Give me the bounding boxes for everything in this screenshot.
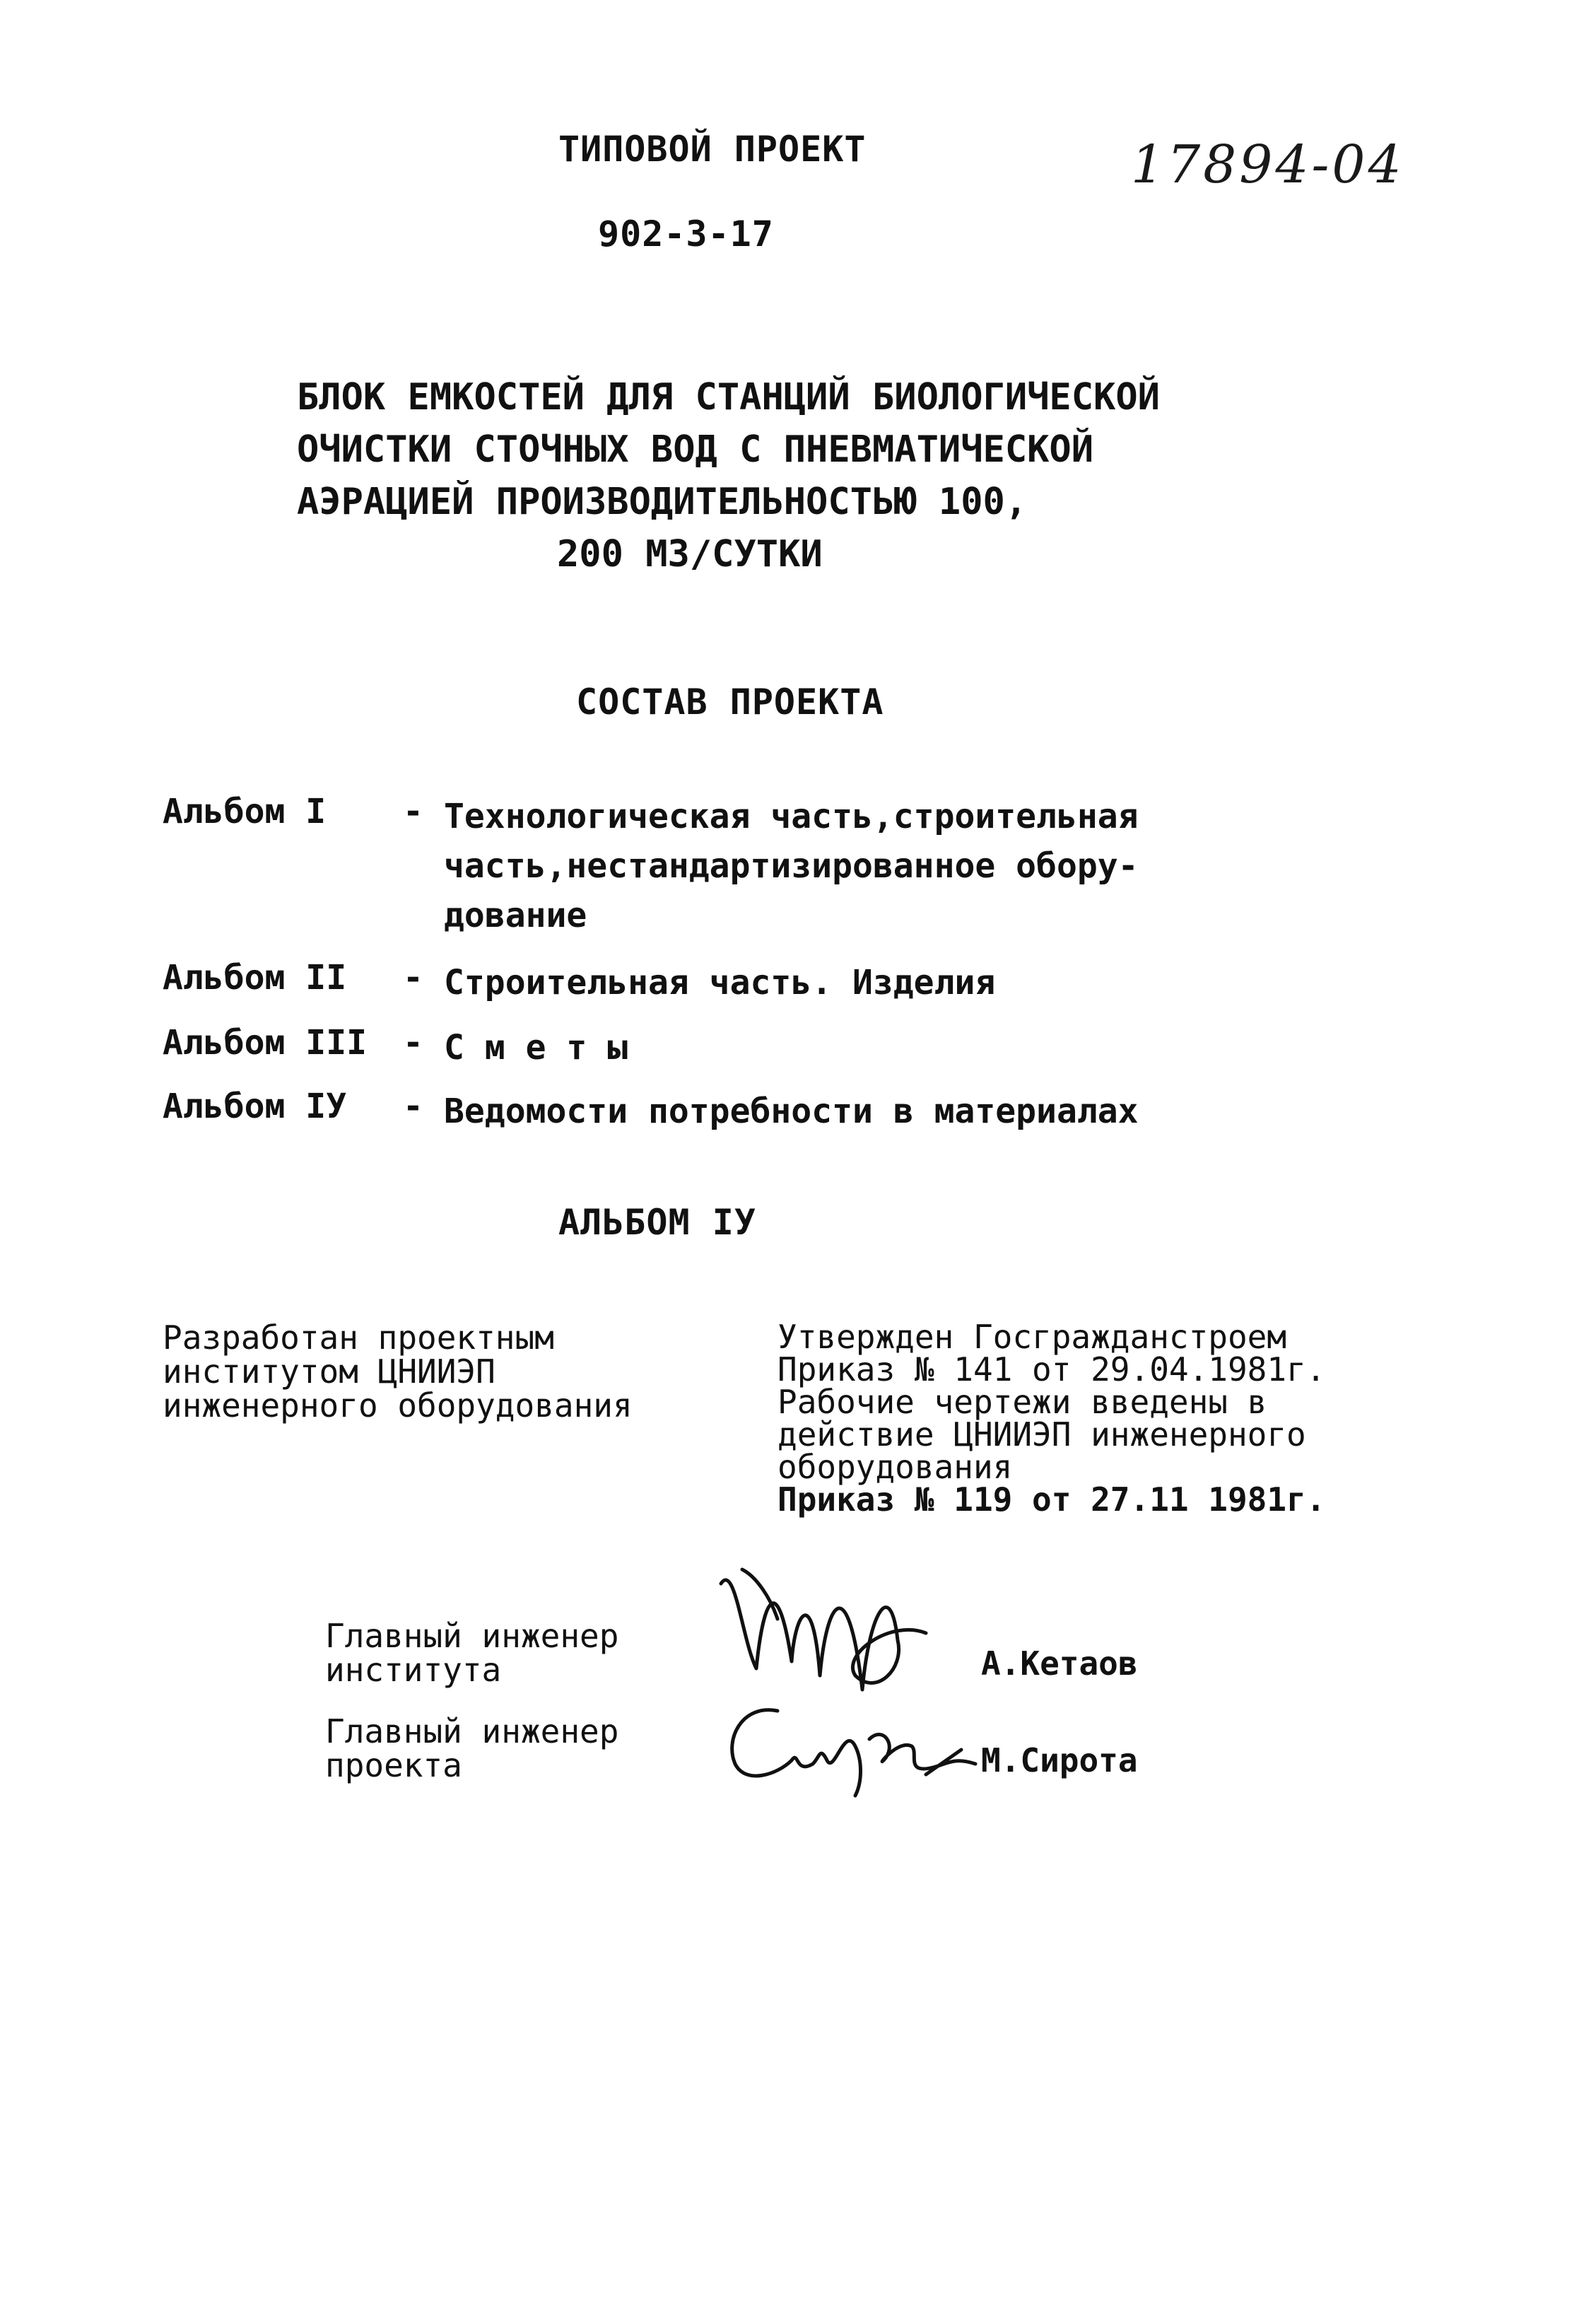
approved-by-line: Рабочие чертежи введены в: [778, 1383, 1267, 1421]
developed-by-line: институтом ЦНИИЭП: [163, 1352, 495, 1391]
approved-by-block: [778, 1318, 1326, 1519]
title-line-1: БЛОК ЕМКОСТЕЙ ДЛЯ СТАНЦИЙ БИОЛОГИЧЕСКОЙ: [297, 376, 1160, 419]
developed-by-line: Разработан проектным: [163, 1318, 554, 1357]
album-description: [444, 958, 995, 1007]
approved-by-line: действие ЦНИИЭП инженерного: [778, 1415, 1306, 1454]
signature-ketaov-icon: [714, 1555, 947, 1718]
current-album-heading: АЛЬБОМ IУ: [558, 1202, 756, 1243]
approved-by-line: Утвержден Госгражданстроем: [778, 1318, 1287, 1356]
album-description-line: Технологическая часть,строительная: [444, 797, 1139, 836]
album-row: [163, 792, 1506, 947]
album-description: [444, 1087, 1139, 1136]
project-title: [297, 371, 1160, 580]
album-row: [163, 1023, 1506, 1072]
album-description-line: С м е т ы: [444, 1028, 628, 1068]
signature-role-line: института: [325, 1651, 502, 1689]
album-label: Альбом II: [163, 958, 347, 998]
album-dash: -: [403, 792, 423, 831]
album-label: Альбом I: [163, 792, 327, 831]
album-label: Альбом III: [163, 1023, 367, 1063]
project-number: 902-3-17: [598, 214, 774, 255]
signature-role-line: Главный инженер: [325, 1617, 619, 1655]
album-description-line: Строительная часть. Изделия: [444, 963, 996, 1002]
album-dash: -: [403, 958, 423, 998]
title-line-2: ОЧИСТКИ СТОЧНЫХ ВОД С ПНЕВМАТИЧЕСКОЙ: [297, 428, 1094, 471]
album-row: [163, 958, 1506, 1007]
signature-role: [325, 1714, 618, 1782]
approved-by-line: оборудования: [778, 1448, 1013, 1486]
approved-by-line: Приказ № 119 от 27.11 1981г.: [778, 1480, 1326, 1519]
album-label: Альбом IУ: [163, 1087, 347, 1126]
album-dash: -: [403, 1087, 423, 1126]
signature-name: А.Кетаов: [981, 1644, 1138, 1683]
album-dash: -: [403, 1023, 423, 1063]
album-row: [163, 1087, 1506, 1136]
album-description-line: Ведомости потребности в материалах: [444, 1092, 1139, 1131]
project-type-heading: ТИПОВОЙ ПРОЕКТ: [558, 129, 867, 170]
approved-by-line: Приказ № 141 от 29.04.1981г.: [778, 1350, 1326, 1388]
developed-by-line: инженерного оборудования: [163, 1386, 633, 1425]
title-line-4: 200 М3/СУТКИ: [557, 533, 823, 575]
signature-role-line: Главный инженер: [325, 1712, 619, 1750]
album-description: [444, 792, 1139, 940]
handwritten-registry-number: 17894-04: [1131, 134, 1404, 195]
composition-heading: СОСТАВ ПРОЕКТА: [576, 682, 884, 723]
developed-by-block: [163, 1318, 633, 1425]
signature-name: М.Сирота: [981, 1741, 1138, 1779]
album-description: [444, 1023, 628, 1072]
signature-sirota-icon: [721, 1697, 990, 1803]
signature-role: [325, 1619, 618, 1687]
album-description-line: дование: [444, 896, 587, 935]
signature-role-line: проекта: [325, 1746, 462, 1784]
title-line-3: АЭРАЦИЕЙ ПРОИЗВОДИТЕЛЬНОСТЬЮ 100,: [297, 481, 1028, 523]
album-description-line: часть,нестандартизированное обору-: [444, 846, 1139, 886]
